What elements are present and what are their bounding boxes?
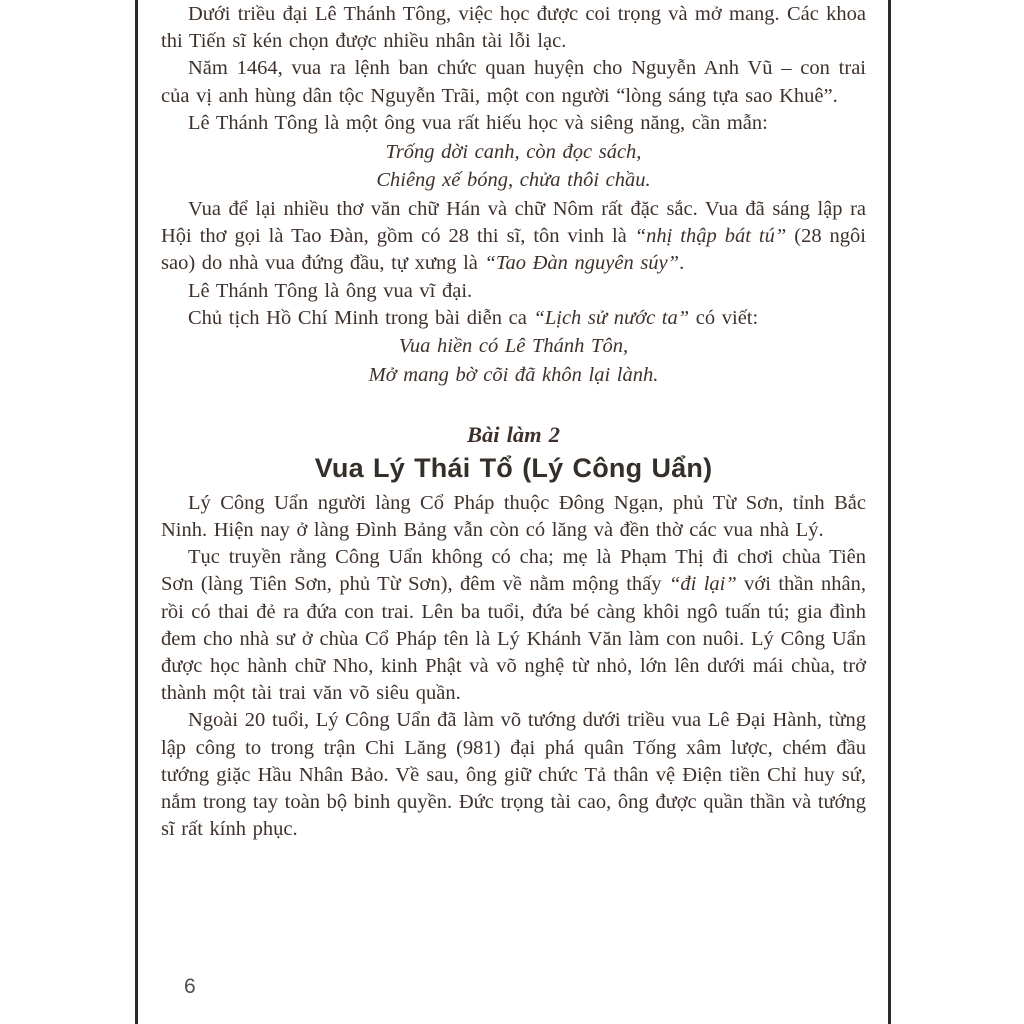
text-run: Chiêng xế bóng, chửa thôi chầu.	[376, 169, 651, 192]
text-run: “Lịch sử nước ta”	[533, 306, 690, 329]
text-run: Vua Lý Thái Tổ (Lý Công Uẩn)	[314, 452, 713, 483]
verse-line-4	[161, 362, 866, 389]
paragraph-tao-dan	[161, 196, 866, 278]
paragraph-nam-1464	[161, 55, 866, 109]
essay-number-heading	[161, 421, 866, 449]
text-run: Lý Công Uẩn người làng Cổ Pháp thuộc Đông Ngạn, phủ Từ Sơn, tỉnh Bắc Ninh. Hiện nay ở làng Đình Bảng vẫn còn có lăng và đền thờ các vua nhà Lý.	[161, 491, 866, 542]
text-run: Ngoài 20 tuổi, Lý Công Uẩn đã làm võ tướng dưới triều vua Lê Đại Hành, từng lập công to trong trận Chi Lăng (981) đại phá quân Tống xâm lược, chém đầu tướng giặc Hầu Nhân Bảo. Về sau, ông giữ chức Tả thân vệ Điện tiền Chỉ huy sứ, nắm trong tay toàn bộ binh quyền. Đức trọng tài cao, ông được quần thần và tướng sĩ rất kính phục.	[161, 709, 866, 841]
text-run: Bài làm 2	[466, 421, 560, 447]
paragraph-ho-chi-minh	[161, 305, 866, 332]
text-run: Chủ tịch Hồ Chí Minh trong bài diễn ca	[188, 306, 534, 329]
text-run: “nhị thập bát tú”	[634, 225, 787, 248]
text-run: Năm 1464, vua ra lệnh ban chức quan huyện cho Nguyễn Anh Vũ – con trai của vị anh hùng dân tộc Nguyễn Trãi, một con người “lòng sáng tựa sao Khuê”.	[161, 57, 866, 107]
text-run: Vua để lại nhiều thơ văn chữ Hán và chữ Nôm rất đặc sắc. Vua đã sáng lập ra Hội thơ gọi là Tao Đàn, gồm có 28 thi sĩ, tôn vinh là	[161, 197, 866, 248]
paragraph-vua-vi-dai	[161, 278, 866, 305]
page-text-column	[161, 1, 866, 843]
right-page-rule	[888, 0, 891, 1024]
text-run: có viết:	[689, 306, 759, 329]
text-run: Lê Thánh Tông là ông vua vĩ đại.	[188, 279, 473, 302]
text-run: “Tao Đàn nguyên súy”	[484, 252, 680, 275]
text-run: Dưới triều đại Lê Thánh Tông, việc học được coi trọng và mở mang. Các khoa thi Tiến sĩ kén chọn được nhiều nhân tài lỗi lạc.	[161, 3, 866, 53]
text-run: .	[679, 252, 685, 275]
text-run: Tục truyền rằng Công Uẩn không có cha; mẹ là Phạm Thị đi chơi chùa Tiên Sơn (làng Tiên Sơn, phủ Từ Sơn), đêm về nằm mộng thấy	[161, 546, 866, 596]
paragraph-le-thanh-tong-education	[161, 1, 866, 55]
text-run: Vua hiền có Lê Thánh Tôn,	[398, 335, 629, 358]
text-run: với thần nhân, rồi có thai đẻ ra đứa con trai. Lên ba tuổi, đứa bé càng khôi ngô tuấn tú; gia đình đem cho nhà sư ở chùa Cổ Pháp tên là Lý Khánh Văn làm con nuôi. Lý Công Uẩn được học hành chữ Nho, kinh Phật và võ nghệ từ nhỏ, lớn lên dưới mái chùa, trở thành một tài trai văn võ siêu quần.	[161, 573, 866, 705]
left-page-rule	[135, 0, 138, 1024]
page-number: 6	[184, 975, 196, 998]
paragraph-ngoai-20-tuoi	[161, 707, 866, 843]
paragraph-tuc-truyen	[161, 544, 866, 707]
text-run: Trống dời canh, còn đọc sách,	[385, 140, 642, 163]
section-gap	[161, 391, 866, 421]
paragraph-ly-cong-uan-origin	[161, 490, 866, 544]
essay-title-heading	[161, 451, 866, 485]
verse-line-3	[161, 333, 866, 360]
verse-line-1	[161, 139, 866, 166]
verse-line-2	[161, 167, 866, 194]
paragraph-hieu-hoc	[161, 110, 866, 137]
text-run: Mở mang bờ cõi đã khôn lại lành.	[368, 364, 659, 387]
text-run: “đi lại”	[668, 573, 737, 596]
text-run: Lê Thánh Tông là một ông vua rất hiếu học và siêng năng, cần mẫn:	[188, 111, 768, 134]
text-run: (28 ngôi sao) do nhà vua đứng đầu, tự xưng là	[161, 225, 866, 275]
